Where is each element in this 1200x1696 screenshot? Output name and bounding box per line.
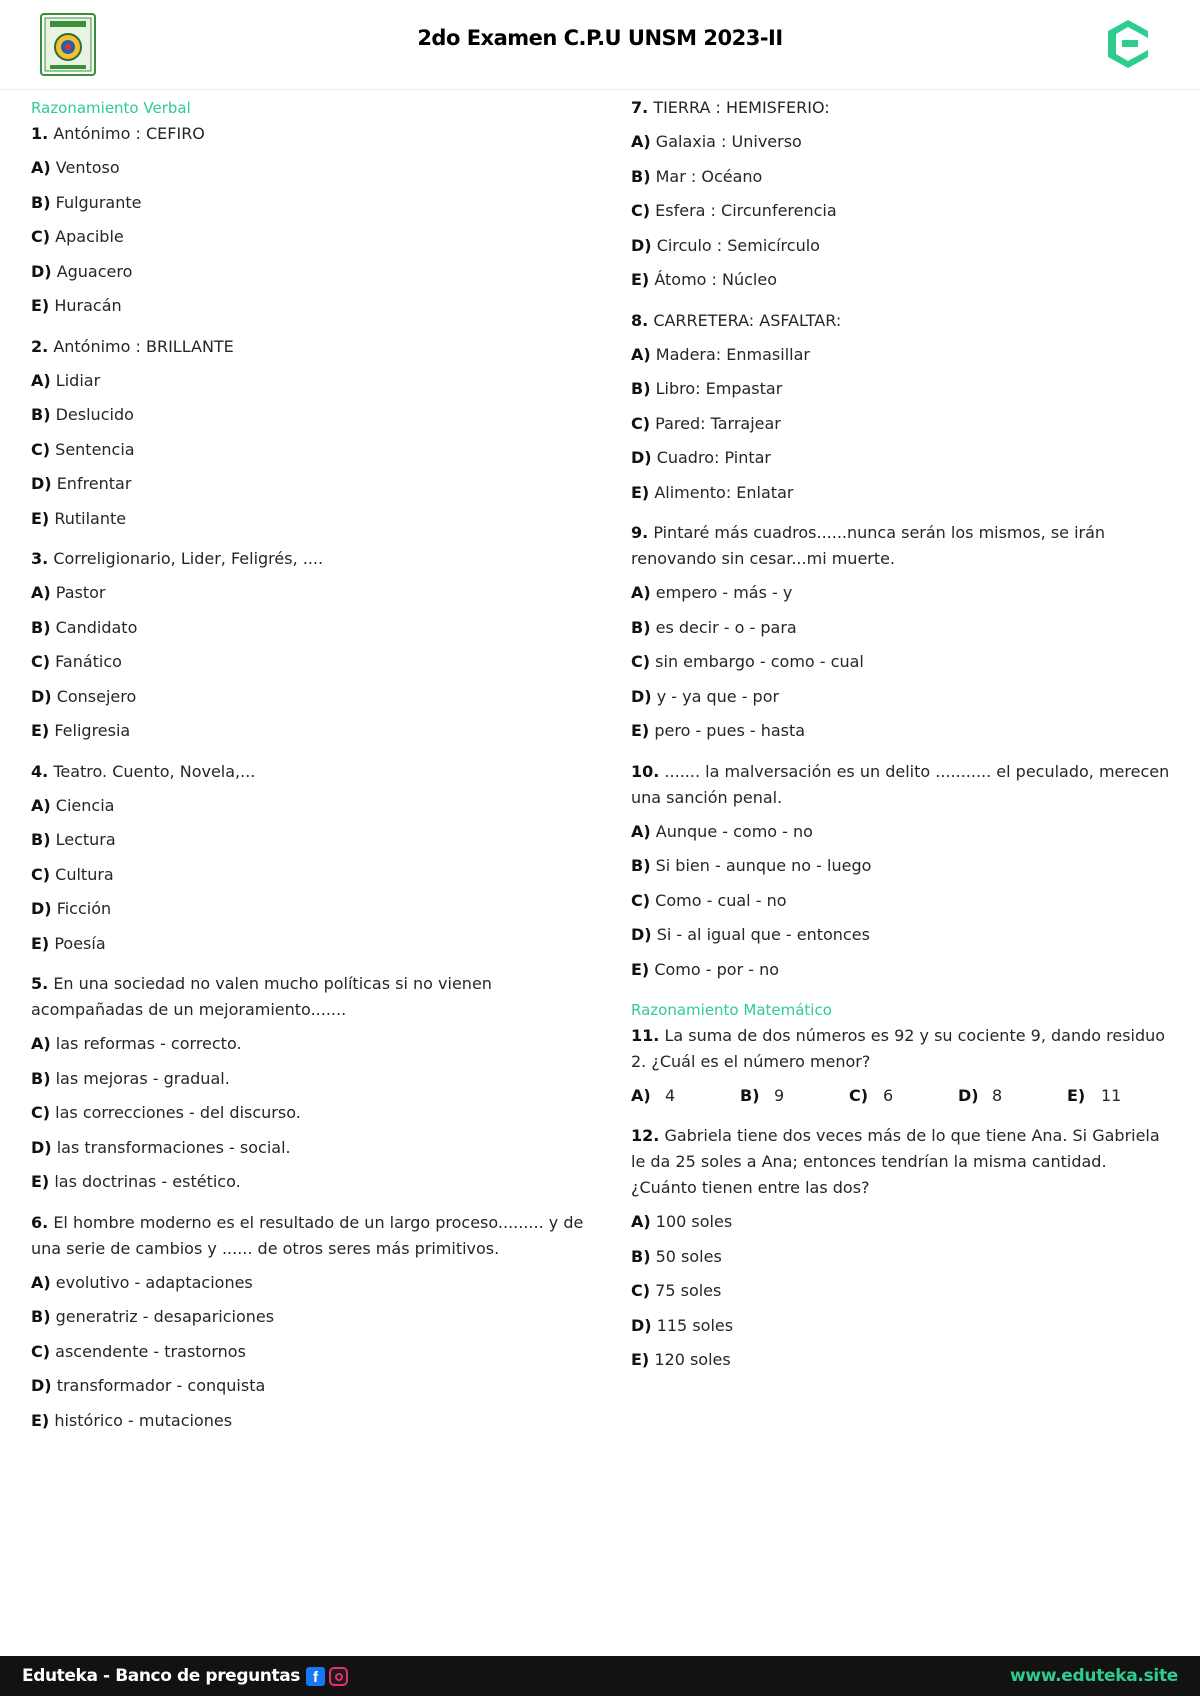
question-stem: CARRETERA: ASFALTAR: — [653, 310, 842, 330]
question-text — [31, 546, 591, 572]
option-letter: C) — [31, 439, 51, 459]
option-e — [31, 931, 591, 966]
option-text: Madera: Enmasillar — [655, 344, 810, 364]
option-letter: B) — [631, 166, 651, 186]
option-text: 9 — [774, 1086, 785, 1105]
section-title-math: Razonamiento Matemático — [631, 1001, 832, 1019]
option-b — [631, 615, 1176, 650]
option-text: las mejoras - gradual. — [55, 1068, 230, 1088]
option-e — [631, 957, 1176, 992]
option-a — [631, 580, 1176, 615]
option-letter: A) — [631, 821, 651, 841]
option-a — [31, 1031, 591, 1066]
option-d — [31, 1135, 591, 1170]
option-c — [631, 888, 1176, 923]
option-e — [31, 718, 591, 753]
option-d — [31, 471, 591, 506]
option-text: las doctrinas - estético. — [54, 1172, 241, 1191]
option-letter: E) — [631, 1350, 650, 1369]
option-letter: C) — [31, 864, 51, 884]
option-letter: E) — [631, 721, 650, 740]
page-footer — [0, 1656, 1200, 1696]
question-number: 12. — [631, 1126, 660, 1145]
left-column — [31, 95, 591, 1448]
option-text: 100 soles — [655, 1212, 733, 1231]
option-text: sin embargo - como - cual — [655, 652, 864, 671]
option-a — [631, 1209, 1176, 1244]
question-stem: En una sociedad no valen mucho políticas si no vienen acompañadas de un mejoramiento....... — [31, 974, 492, 1019]
option-d — [31, 896, 591, 931]
option-d — [31, 684, 591, 719]
option-c — [631, 411, 1176, 446]
question-text — [631, 520, 1176, 572]
option-text: ascendente - trastornos — [55, 1341, 246, 1361]
option-e — [31, 293, 591, 328]
question-text — [31, 759, 591, 785]
option-c — [631, 1278, 1176, 1313]
question-text — [31, 121, 591, 147]
question-1 — [31, 121, 591, 328]
option-letter: B) — [631, 1246, 651, 1266]
option-text: Lidiar — [55, 370, 101, 390]
option-text: 115 soles — [656, 1315, 734, 1335]
option-letter: E) — [31, 933, 50, 953]
option-text: Galaxia : Universo — [655, 132, 802, 151]
option-letter: B) — [631, 856, 651, 875]
option-letter: D) — [958, 1086, 979, 1105]
option-text: Consejero — [56, 686, 137, 706]
question-12 — [631, 1123, 1176, 1382]
question-number: 2. — [31, 336, 49, 356]
option-text: 6 — [883, 1086, 894, 1105]
option-e — [631, 267, 1176, 302]
question-8 — [631, 308, 1176, 515]
option-text: 4 — [665, 1086, 676, 1105]
question-3 — [31, 546, 591, 753]
option-text: transformador - conquista — [56, 1376, 266, 1395]
option-letter: A) — [631, 1086, 651, 1105]
option-text: 8 — [992, 1086, 1003, 1105]
option-text: generatriz - desapariciones — [55, 1307, 275, 1326]
option-letter: D) — [631, 925, 652, 944]
option-c — [631, 649, 1176, 684]
question-stem: ....... la malversación es un delito ........... el peculado, merecen una sanción penal. — [631, 761, 1170, 807]
option-text: Ventoso — [55, 158, 120, 177]
option-e — [631, 480, 1176, 515]
question-stem: Antónimo : CEFIRO — [53, 124, 205, 143]
social-links — [306, 1667, 348, 1686]
question-text — [631, 759, 1176, 811]
option-b — [631, 164, 1176, 199]
footer-site-link[interactable]: www.eduteka.site — [1010, 1666, 1178, 1686]
option-text: 11 — [1101, 1086, 1122, 1105]
option-text: Huracán — [54, 296, 122, 315]
option-text: Fanático — [55, 652, 122, 671]
question-number: 8. — [631, 310, 649, 330]
inline-options — [631, 1083, 1176, 1117]
option-letter: D) — [631, 686, 652, 706]
question-stem: Gabriela tiene dos veces más de lo que tiene Ana. Si Gabriela le da 25 soles a Ana; entonces tendrían la misma cantidad. ¿Cuánto tienen entre las dos? — [631, 1126, 1160, 1197]
option-b — [31, 1304, 591, 1339]
option-letter: A) — [31, 1034, 51, 1053]
option-letter: A) — [31, 158, 51, 177]
option-text: las transformaciones - social. — [56, 1137, 291, 1157]
option-letter: A) — [631, 344, 651, 364]
option-letter: A) — [31, 1272, 51, 1292]
option-c — [631, 198, 1176, 233]
option-b — [31, 190, 591, 225]
option-letter: D) — [31, 261, 52, 281]
option-text: evolutivo - adaptaciones — [55, 1272, 253, 1292]
question-number: 1. — [31, 124, 49, 143]
option-letter: C) — [31, 652, 51, 671]
option-a — [631, 342, 1176, 377]
option-letter: D) — [631, 448, 652, 467]
option-letter: E) — [1067, 1086, 1086, 1105]
option-b — [31, 402, 591, 437]
option-a — [631, 819, 1176, 854]
facebook-icon[interactable]: f — [306, 1667, 325, 1686]
option-text: Cultura — [55, 864, 114, 884]
question-number: 3. — [31, 549, 49, 568]
option-a — [31, 155, 591, 190]
option-a — [31, 793, 591, 828]
option-b — [631, 376, 1176, 411]
question-number: 6. — [31, 1212, 49, 1232]
option-e — [631, 1347, 1176, 1382]
option-text: Circulo : Semicírculo — [656, 235, 820, 255]
option-letter: B) — [31, 830, 51, 849]
option-letter: C) — [631, 201, 651, 220]
question-stem: El hombre moderno es el resultado de un largo proceso......... y de una serie de cambios y ...... de otros seres más primitivos. — [31, 1212, 584, 1258]
section-title-verbal: Razonamiento Verbal — [31, 99, 191, 117]
option-letter: C) — [631, 652, 651, 671]
option-d — [631, 233, 1176, 268]
option-d — [631, 445, 1176, 480]
question-text — [631, 308, 1176, 334]
option-c — [31, 1339, 591, 1374]
option-letter: A) — [631, 583, 651, 602]
option-text: Como - por - no — [654, 959, 780, 979]
option-d — [631, 684, 1176, 719]
option-letter: E) — [31, 721, 50, 740]
question-number: 9. — [631, 523, 649, 542]
option-e — [31, 1169, 591, 1204]
option-e — [1067, 1083, 1176, 1117]
question-5 — [31, 971, 591, 1204]
option-text: Rutilante — [54, 508, 127, 528]
option-letter: D) — [31, 474, 52, 493]
question-11 — [631, 1023, 1176, 1117]
option-text: Sentencia — [55, 439, 135, 459]
footer-brand: Eduteka - Banco de preguntas — [22, 1666, 301, 1686]
question-text — [31, 971, 591, 1023]
option-text: histórico - mutaciones — [54, 1410, 233, 1430]
option-letter: B) — [31, 1307, 51, 1326]
option-d — [31, 259, 591, 294]
question-number: 7. — [631, 98, 649, 117]
option-letter: C) — [631, 1281, 651, 1300]
option-text: Cuadro: Pintar — [656, 448, 771, 467]
option-letter: E) — [31, 1410, 50, 1430]
option-letter: B) — [31, 617, 51, 637]
option-b — [631, 853, 1176, 888]
option-text: pero - pues - hasta — [654, 721, 806, 740]
option-text: Aguacero — [56, 261, 133, 281]
option-c — [849, 1083, 958, 1117]
option-letter: C) — [631, 413, 651, 433]
question-stem: Correligionario, Lider, Feligrés, .... — [53, 549, 324, 568]
question-10 — [631, 759, 1176, 992]
question-9 — [631, 520, 1176, 753]
option-letter: A) — [31, 370, 51, 390]
option-letter: C) — [631, 890, 651, 910]
option-letter: A) — [31, 583, 51, 602]
option-c — [31, 437, 591, 472]
question-stem: Pintaré más cuadros......nunca serán los mismos, se irán renovando sin cesar...mi muerte. — [631, 523, 1106, 568]
option-letter: E) — [631, 482, 650, 502]
question-text — [631, 1123, 1176, 1201]
option-text: Átomo : Núcleo — [654, 270, 777, 289]
option-letter: C) — [31, 227, 51, 246]
option-letter: A) — [31, 795, 51, 815]
question-4 — [31, 759, 591, 966]
option-text: Mar : Océano — [655, 166, 763, 186]
option-letter: B) — [31, 192, 51, 212]
option-letter: C) — [31, 1341, 51, 1361]
option-b — [31, 827, 591, 862]
option-text: las correcciones - del discurso. — [55, 1103, 301, 1122]
question-7 — [631, 95, 1176, 302]
option-a — [31, 368, 591, 403]
option-letter: C) — [31, 1103, 51, 1122]
option-letter: A) — [631, 1212, 651, 1231]
option-b — [631, 1244, 1176, 1279]
option-c — [31, 862, 591, 897]
right-column — [631, 95, 1176, 1388]
option-letter: D) — [631, 235, 652, 255]
question-text — [31, 334, 591, 360]
question-2 — [31, 334, 591, 541]
option-text: Alimento: Enlatar — [654, 482, 794, 502]
eduteka-logo-icon — [1104, 18, 1152, 70]
option-a — [631, 129, 1176, 164]
option-text: Como - cual - no — [655, 890, 787, 910]
option-text: y - ya que - por — [656, 686, 780, 706]
option-text: Pared: Tarrajear — [655, 413, 781, 433]
option-text: las reformas - correcto. — [55, 1034, 242, 1053]
option-text: Ficción — [56, 899, 112, 918]
option-e — [31, 506, 591, 541]
option-text: es decir - o - para — [655, 617, 797, 637]
option-letter: B) — [31, 405, 51, 424]
question-stem: Teatro. Cuento, Novela,... — [53, 761, 256, 781]
question-number: 4. — [31, 761, 49, 781]
option-text: 120 soles — [654, 1350, 731, 1369]
instagram-icon[interactable] — [329, 1667, 348, 1686]
option-text: empero - más - y — [655, 583, 793, 602]
option-text: 75 soles — [655, 1281, 722, 1300]
option-d — [631, 1313, 1176, 1348]
question-number: 11. — [631, 1026, 660, 1045]
option-text: Deslucido — [55, 405, 134, 424]
option-text: Si bien - aunque no - luego — [655, 856, 872, 875]
question-number: 5. — [31, 974, 49, 993]
option-text: Si - al igual que - entonces — [656, 925, 870, 944]
option-b — [740, 1083, 849, 1117]
option-text: Aunque - como - no — [655, 821, 813, 841]
question-text — [31, 1210, 591, 1262]
option-d — [958, 1083, 1067, 1117]
option-c — [31, 649, 591, 684]
option-letter: E) — [31, 508, 50, 528]
option-text: 50 soles — [655, 1246, 722, 1266]
page-header — [0, 0, 1200, 90]
option-text: Ciencia — [55, 795, 115, 815]
option-text: Pastor — [55, 583, 106, 602]
option-a — [631, 1083, 740, 1117]
option-letter: D) — [31, 1376, 52, 1395]
question-text — [631, 1023, 1176, 1075]
option-a — [31, 1270, 591, 1305]
option-b — [31, 1066, 591, 1101]
option-c — [31, 1100, 591, 1135]
option-letter: B) — [631, 379, 651, 398]
option-letter: A) — [631, 132, 651, 151]
option-letter: B) — [740, 1086, 760, 1105]
option-letter: E) — [631, 270, 650, 289]
question-stem: Antónimo : BRILLANTE — [53, 336, 234, 356]
question-number: 10. — [631, 761, 660, 781]
option-text: Candidato — [55, 617, 138, 637]
option-text: Enfrentar — [56, 474, 132, 493]
option-text: Esfera : Circunferencia — [655, 201, 837, 220]
option-letter: D) — [631, 1315, 652, 1335]
option-letter: D) — [31, 899, 52, 918]
question-text — [631, 95, 1176, 121]
option-d — [31, 1373, 591, 1408]
option-text: Libro: Empastar — [655, 379, 783, 398]
option-text: Fulgurante — [55, 192, 142, 212]
option-e — [31, 1408, 591, 1443]
question-stem: TIERRA : HEMISFERIO: — [653, 98, 830, 117]
option-b — [31, 615, 591, 650]
option-a — [31, 580, 591, 615]
option-letter: E) — [31, 1172, 50, 1191]
page-title: 2do Examen C.P.U UNSM 2023-II — [417, 26, 783, 50]
option-letter: D) — [31, 686, 52, 706]
option-text: Lectura — [55, 830, 116, 849]
option-e — [631, 718, 1176, 753]
option-letter: E) — [631, 959, 650, 979]
option-c — [31, 224, 591, 259]
option-letter: C) — [849, 1086, 869, 1105]
option-letter: D) — [31, 1137, 52, 1157]
option-letter: B) — [631, 617, 651, 637]
option-letter: B) — [31, 1068, 51, 1088]
question-stem: La suma de dos números es 92 y su cociente 9, dando residuo 2. ¿Cuál es el número menor? — [631, 1026, 1166, 1071]
option-text: Feligresia — [54, 721, 131, 740]
option-text: Apacible — [55, 227, 124, 246]
option-letter: E) — [31, 296, 50, 315]
option-text: Poesía — [54, 933, 106, 953]
option-d — [631, 922, 1176, 957]
question-6 — [31, 1210, 591, 1443]
